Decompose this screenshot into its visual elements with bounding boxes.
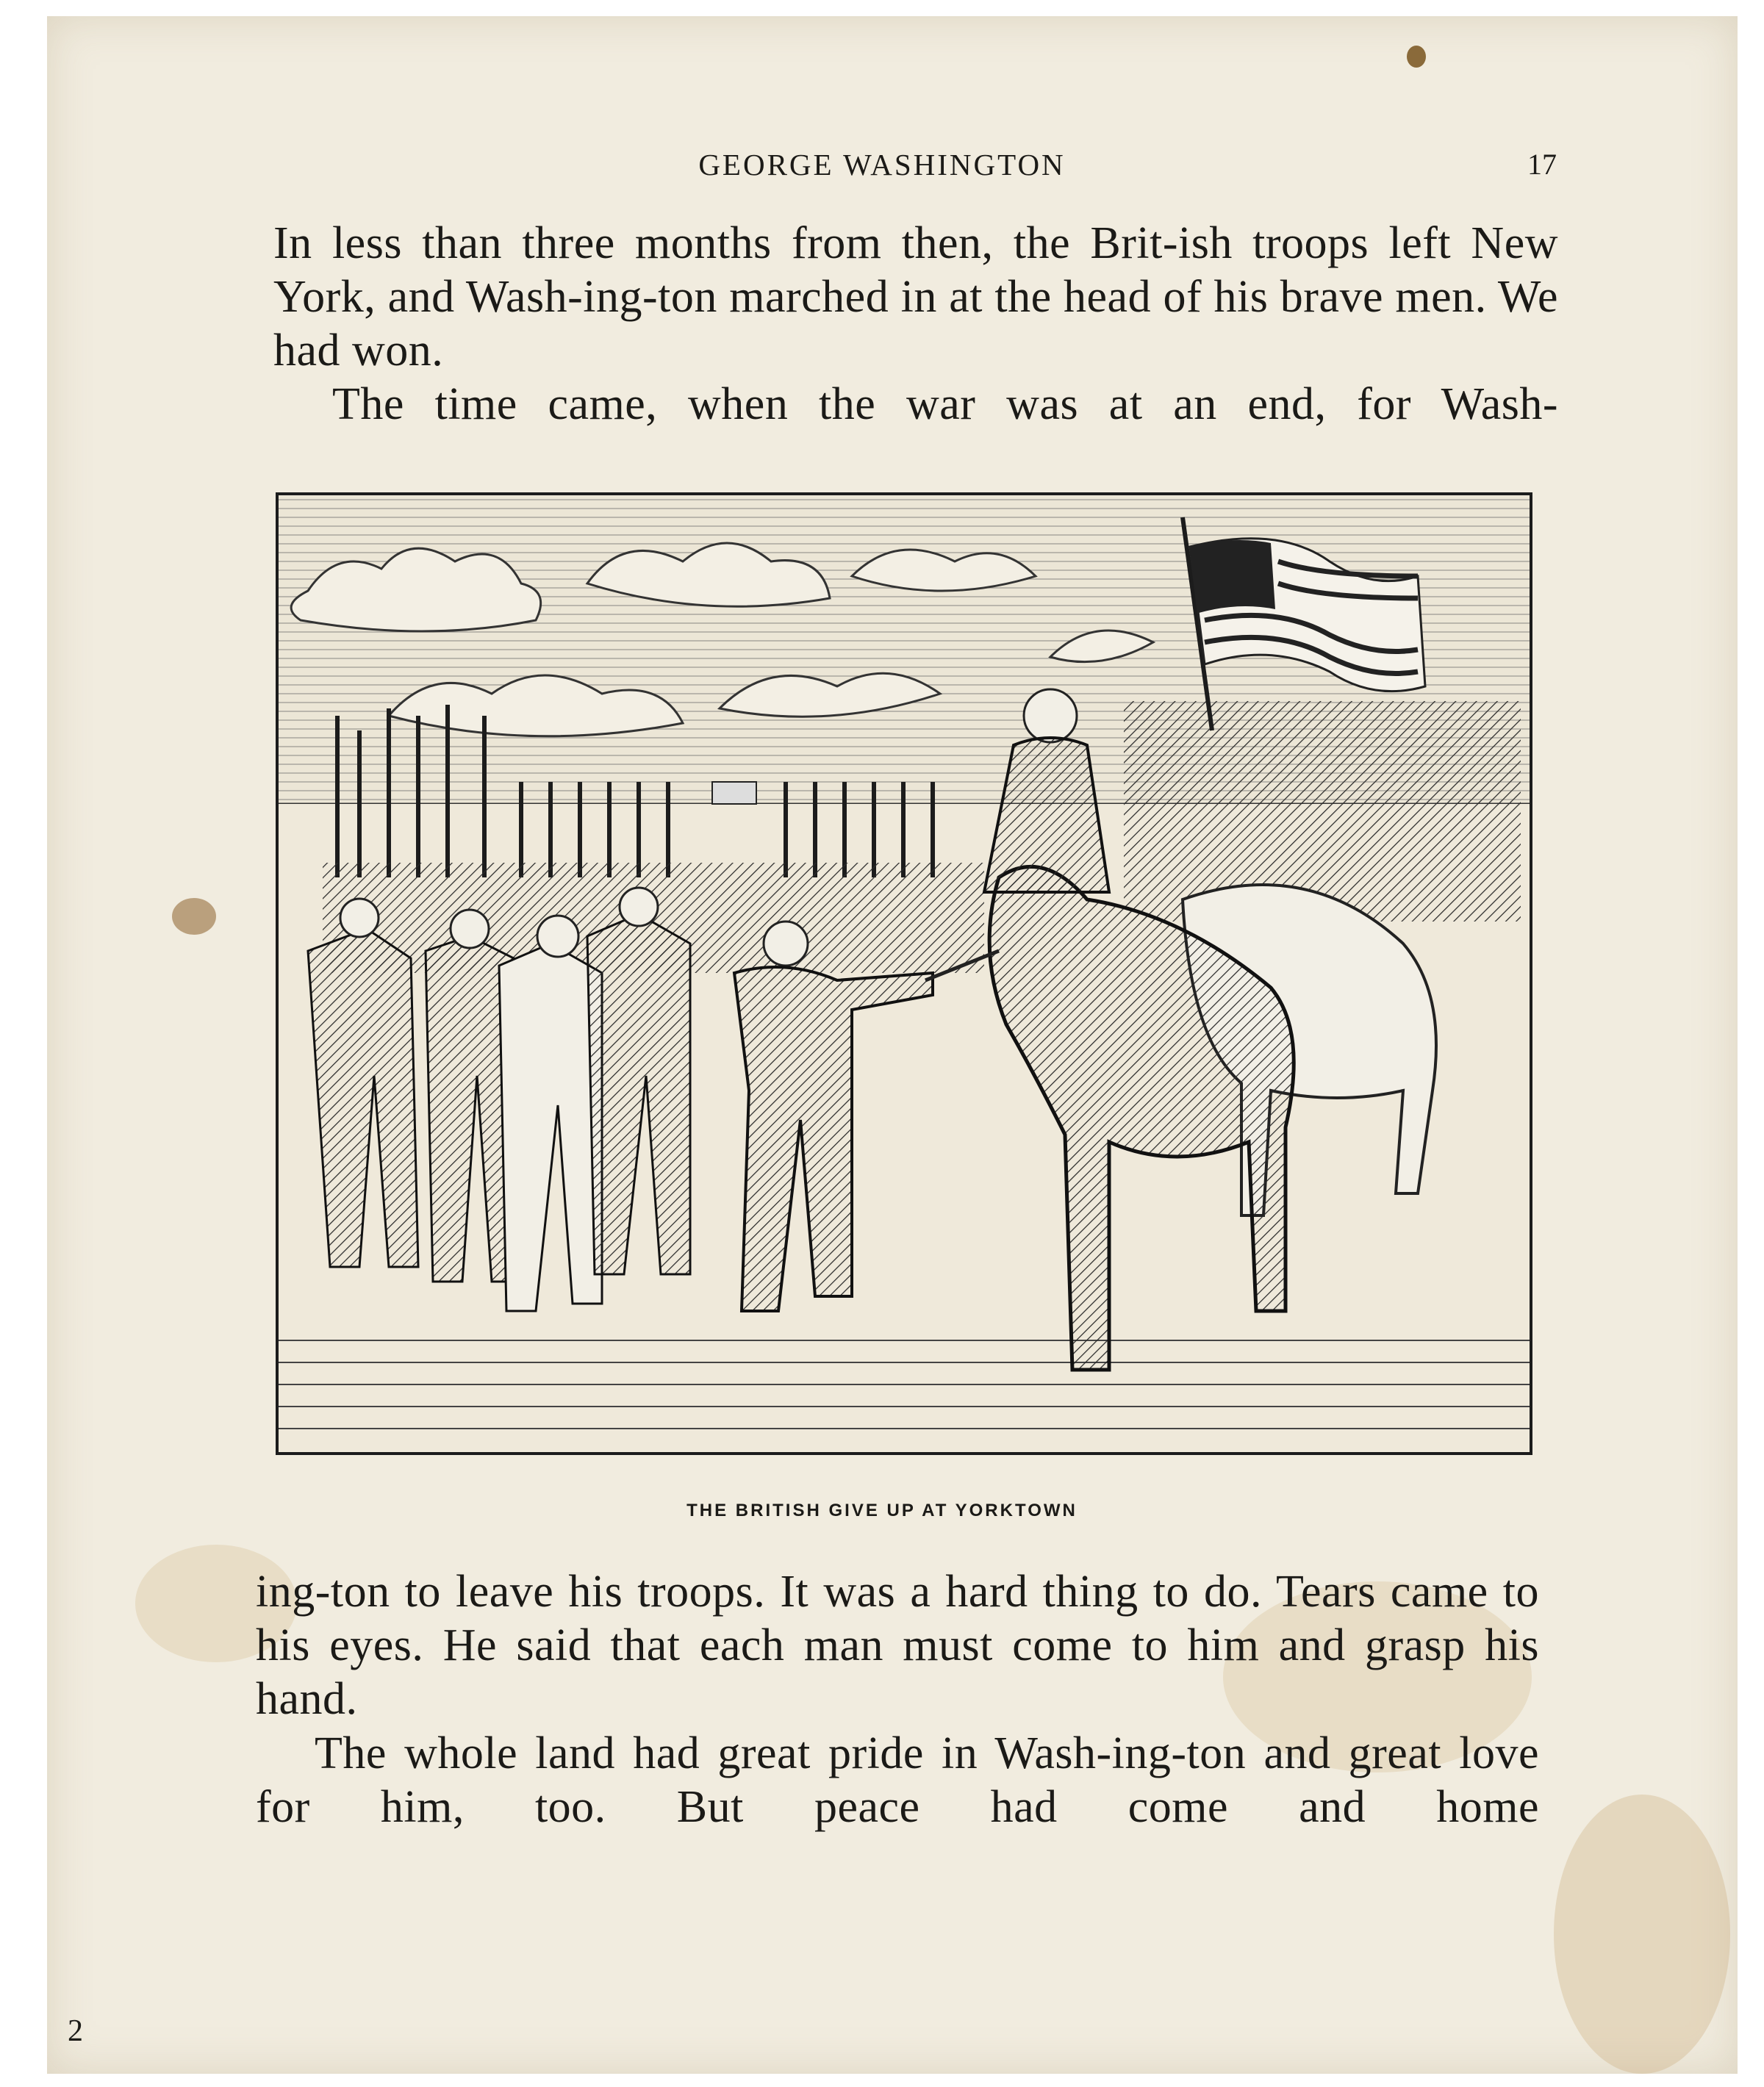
- paragraph-1: In less than three months from then, the Brit-ish troops left New York, and Wash-ing-ton marched in at the head of his brave men. We had won.: [273, 218, 1558, 376]
- stain-mark: [172, 898, 216, 935]
- water-stain: [1554, 1795, 1730, 2074]
- paragraph-2-end: ing-ton to leave his troops. It was a hard thing to do. Tears came to his eyes. He said that each man must come to him and grasp his hand.: [256, 1567, 1539, 1724]
- illustration-yorktown-surrender: [276, 492, 1532, 1455]
- engraving-illustration: [279, 495, 1530, 1452]
- page-number: 17: [1527, 148, 1557, 181]
- paragraph-3: The whole land had great pride in Wash-ing-ton and great love for him, too. But peace had come and home: [256, 1728, 1539, 1832]
- distant-house: [712, 782, 756, 804]
- ink-spot: [1407, 46, 1426, 68]
- figure-caption: THE BRITISH GIVE UP AT YORKTOWN: [686, 1501, 1078, 1520]
- signature-mark: 2: [68, 2014, 83, 2048]
- running-title: GEORGE WASHINGTON: [698, 148, 1066, 182]
- paragraph-2-start: The time came, when the war was at an end, for Wash-: [332, 379, 1558, 429]
